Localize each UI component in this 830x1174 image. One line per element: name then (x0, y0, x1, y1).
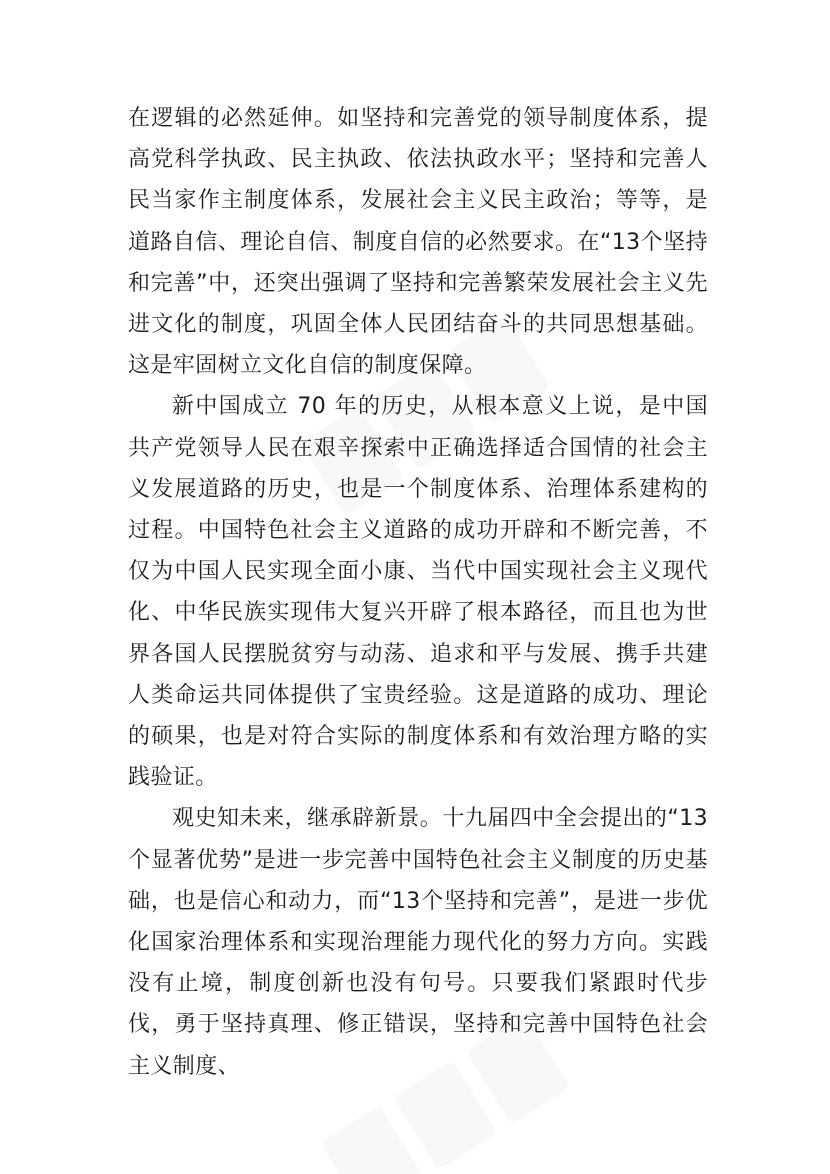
paragraph-future: 观史知未来，继承辟新景。十九届四中全会提出的“13个显著优势”是进一步完善中国特色社会主义制度的历史基础，也是信心和动力，而“13个坚持和完善”，是进一步优化国家治理体系和实现治理能力现代化的努力方向。实践没有止境，制度创新也没有句号。只要我们紧跟时代步伐，勇于坚持真理、修正错误，坚持和完善中国特色社会主义制度、 (128, 806, 708, 1079)
paragraph-continuation: 在逻辑的必然延伸。如坚持和完善党的领导制度体系，提高党科学执政、民主执政、依法执政水平；坚持和完善人民当家作主制度体系，发展社会主义民主政治；等等，是道路自信、理论自信、制度自信的必然要求。在“13个坚持和完善”中，还突出强调了坚持和完善繁荣发展社会主义先进文化的制度，巩固全体人民团结奋斗的共同思想基础。这是牢固树立文化自信的制度保障。 (128, 106, 708, 379)
paragraph-history: 新中国成立 70 年的历史，从根本意义上说，是中国共产党领导人民在艰辛探索中正确选择适合国情的社会主义发展道路的历史，也是一个制度体系、治理体系建构的过程。中国特色社会主义道路的成功开辟和不断完善，不仅为中国人民实现全面小康、当代中国实现社会主义现代化、中华民族实现伟大复兴开辟了根本路径，而且也为世界各国人民摆脱贫穷与动荡、追求和平与发展、携手共建人类命运共同体提供了宝贵经验。这是道路的成功、理论的硕果，也是对符合实际的制度体系和有效治理方略的实践验证。 (128, 394, 708, 791)
document-body (128, 98, 708, 1087)
